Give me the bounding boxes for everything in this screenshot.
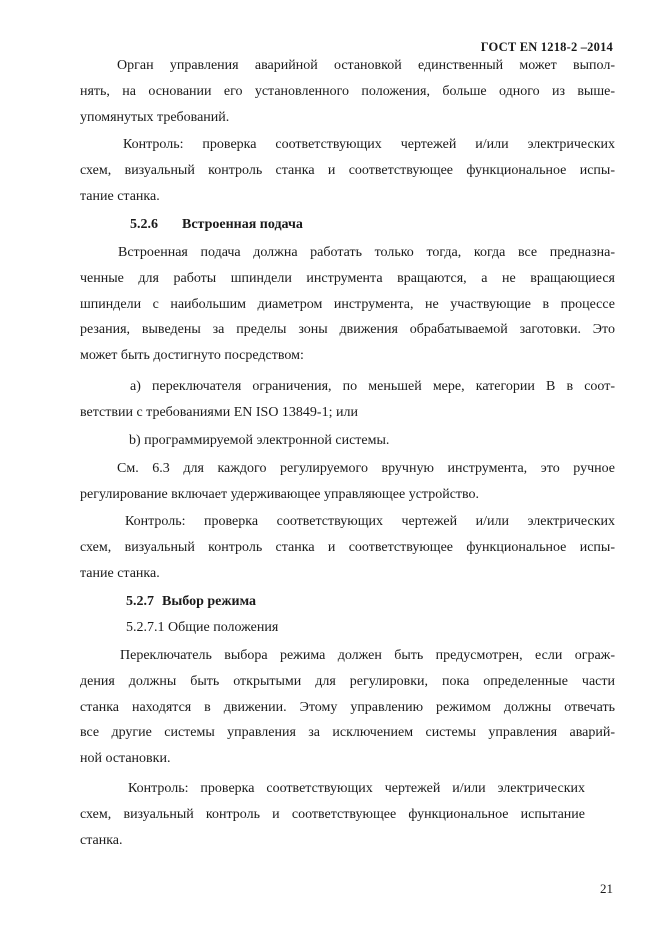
text-line: упомянутых требований. (80, 109, 230, 125)
paragraph-control-3 (80, 776, 585, 853)
text-line: ченные для работы шпиндели инструмента вращаются, а не вращающиеся (80, 270, 615, 286)
text-line: схем, визуальный контроль станка и соответствующее функциональное испы- (80, 162, 615, 178)
text-line: ной остановки. (80, 751, 171, 767)
text-line: тание станка. (80, 565, 160, 581)
text-line: a) переключателя ограничения, по меньшей мере, категории B в соот- (130, 379, 615, 394)
text-line: регулирование включает удерживающее управляющее устройство. (80, 486, 480, 502)
paragraph-integrated-feed (80, 240, 615, 369)
paragraph-manual-adjust (80, 456, 615, 508)
text-line: дения должны быть открытыми для регулировки, пока определенные части (80, 673, 615, 689)
text-line: схем, визуальный контроль станка и соответствующее функциональное испы- (80, 539, 615, 555)
text-line: шпиндели с наибольшим диаметром инструмента, не участвующие в процессе (80, 296, 615, 312)
section-heading-5-2-7 (126, 594, 256, 610)
section-number: 5.2.7 (126, 594, 154, 609)
section-heading-5-2-6 (130, 217, 303, 233)
section-title: Встроенная подача (182, 217, 303, 232)
text-line: станка находятся в движении. Этому управлению режимом должны отвечать (80, 699, 615, 715)
list-item-a (80, 374, 615, 426)
text-line: станка. (80, 832, 123, 848)
text-line: может быть достигнуто посредством: (80, 348, 304, 364)
subsection-heading-5-2-7-1: 5.2.7.1 Общие положения (126, 620, 279, 635)
text-line: все другие системы управления за исключением системы управления аварий- (80, 725, 615, 741)
text-line: Встроенная подача должна работать только тогда, когда все предназна- (118, 245, 615, 260)
text-line: Контроль: проверка соответствующих чертежей и/или электрических (123, 137, 615, 152)
section-number: 5.2.6 (130, 217, 158, 232)
paragraph-control-2 (80, 509, 615, 586)
text-line: Орган управления аварийной остановкой единственный может выпол- (117, 58, 615, 73)
list-item-b: b) программируемой электронной системы. (129, 433, 390, 448)
document-code-header: ГОСТ EN 1218-2 –2014 (480, 40, 613, 54)
paragraph-control-1 (80, 132, 615, 209)
text-line: Контроль: проверка соответствующих чертежей и/или электрических (125, 514, 615, 529)
text-line: резания, выведены за пределы зоны движения обрабатываемой заготовки. Это (80, 322, 615, 338)
text-line: нять, на основании его установленного положения, больше одного из выше- (80, 83, 615, 99)
text-line: схем, визуальный контроль и соответствующее функциональное испытание (80, 806, 585, 822)
paragraph-emergency-stop (80, 53, 615, 130)
text-line: См. 6.3 для каждого регулируемого вручную инструмента, это ручное (117, 461, 615, 476)
text-line: тание станка. (80, 188, 160, 204)
section-title: Выбор режима (162, 594, 257, 609)
text-line: Переключатель выбора режима должен быть предусмотрен, если ограж- (120, 648, 615, 663)
text-line: ветствии с требованиями EN ISO 13849-1; или (80, 404, 358, 420)
page-number: 21 (600, 881, 613, 896)
paragraph-mode-selector (80, 643, 615, 772)
text-line: Контроль: проверка соответствующих чертежей и/или электрических (128, 781, 585, 796)
